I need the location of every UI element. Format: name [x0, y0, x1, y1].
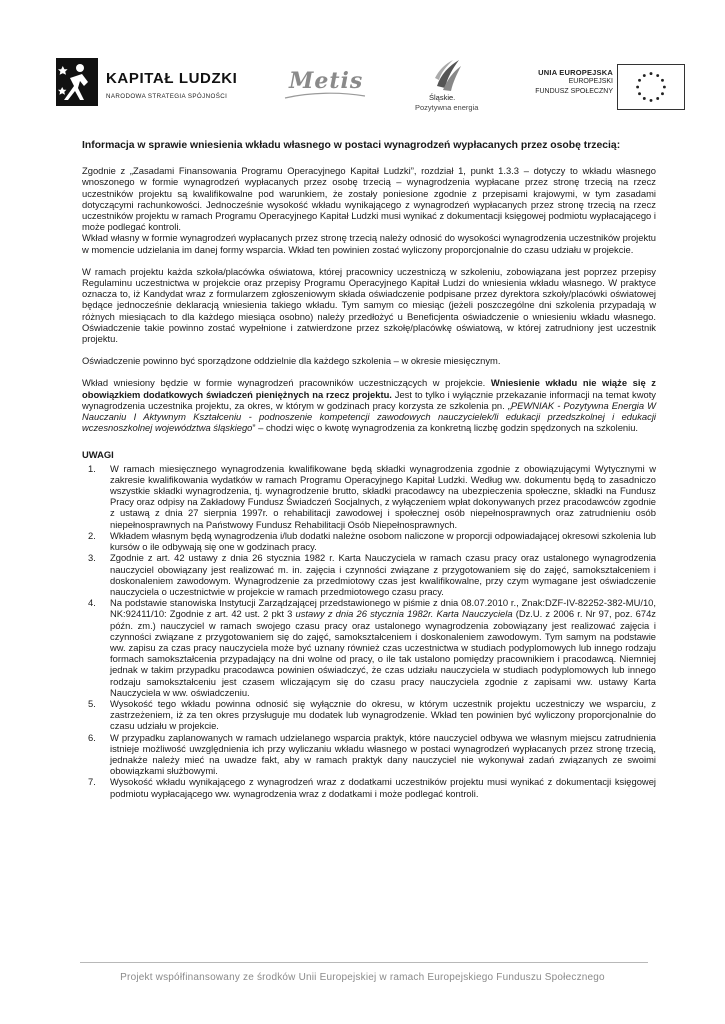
wklad-text-c: Jest to tylko i wyłącznie przekazanie informacji na temat kwoty wynagrodzenia uczestnika projektu, za okres, w którym w godzinach pracy korzysta ze szkolenia pn. „ — [82, 388, 656, 411]
uwagi-item — [82, 552, 656, 597]
uwagi-item-text: Wysokość wkładu wynikającego z wynagrodzeń wraz z dodatkami uczestników projektu musi wynikać z dokumentacji księgowej podmiotu wypłacającego ww. wynagrodzenia wraz z dodatkami i może podlegać kontroli. — [110, 776, 656, 799]
slaskie-tagline: Pozytywna energia — [415, 103, 479, 112]
paragraph-szkola: W ramach projektu każda szkoła/placówka oświatowa, której pracownicy uczestniczą w szkoleniu, zobowiązana jest poprzez przepisy Regulaminu uczestnictwa w projekcie oraz przepisy Programu Operacyjnego Kapitał Ludzi do wniesienia wkładu własnego. W praktyce oznacza to, iż Kandydat wraz z formularzem zgłoszeniowym składa oświadczenie podpisane przez dyrektora szkoły/placówki oświatowej będące jednocześnie deklaracją wniesienia takiego wkładu. Tym samym co miesiąc (jeżeli poszczególne dni szkolenia przypadają w różnych miesiącach to dla każdego miesiąca osobno) należy przedłożyć u Beneficjenta oświadczenie o wniesieniu wkładu własnego. Oświadczenie takie powinno zostać wypełnione i zatwierdzone przez szkołę/placówkę oświatową, w której zatrudniony jest uczestnik projektu. — [82, 265, 656, 345]
kapital-ludzki-title: KAPITAŁ LUDZKI — [106, 70, 238, 87]
uwagi-item-number: 3. — [88, 552, 96, 564]
wklad-emphasis: Wniesienie wkładu nie wiąże się z obowiązkiem dodatkowych świadczeń pieniężnych na rzecz projektu. — [82, 377, 656, 400]
uwagi-item-number: 6. — [88, 731, 96, 743]
uwagi-item — [82, 597, 656, 698]
paragraph-oswiadczenie: Oświadczenie powinno być sporządzone oddzielnie dla każdego szkolenia – w okresie miesięcznym. — [82, 355, 501, 367]
uwagi-item-text: Wkładem własnym będą wynagrodzenia i/lub dodatki należne osobom naliczone w proporcji odpowiadającej okresowi szkolenia lub kursów o ile odbywają się one w godzinach pracy. — [110, 529, 656, 553]
uwagi-item-text-a: Na podstawie stanowiska Instytucji Zarządzającej przedstawionego w piśmie z dnia 08.07.2010 r., Znak:DZF-IV-82252-382-MU/10, NK:92411/10: Zgodnie z art. 42 ust. 2 pkt 3 — [110, 597, 656, 620]
uwagi-item-number: 7. — [88, 776, 96, 788]
document-body — [82, 140, 656, 799]
document-title: Informacja w sprawie wniesienia wkładu własnego w postaci wynagrodzeń wypłacanych przez osobę trzecią: — [82, 140, 621, 151]
kapital-ludzki-mark-icon — [54, 56, 100, 108]
uwagi-item-number: 5. — [88, 697, 96, 709]
uwagi-item-number: 1. — [88, 462, 96, 474]
uwagi-item — [82, 530, 656, 552]
kapital-ludzki-logo — [54, 56, 244, 112]
slaskie-waves-icon — [433, 58, 463, 92]
eu-flag-icon — [617, 64, 685, 110]
paragraph-zasady-part-2: Wkład własny w formie wynagrodzeń wypłacanych przez stronę trzecią należy odnosić do wysokości wynagrodzenia uczestników projektu w momencie udzielania im danej formy wsparcia. Wkład ten powinien zostać wyliczony proporcjonalnie do czasu udziału w projekcie. — [82, 232, 656, 255]
ue-efs-label — [525, 68, 613, 97]
slaskie-name: Śląskie. — [429, 93, 456, 102]
uwagi-item-text-c: (Dz.U. z 2006 r. Nr 97, poz. 674z późn. zm.) nauczyciel w ramach swojego czasu pracy oraz ustalonego wynagrodzenia zobowiązany jest realizować zajęcia i czynności związane z przygotowaniem się do zajęć, samokształceniem i doskonaleniem zawodowym. Tym samym na podstawie ww. zapisu za czas pracy nauczyciela może być uznany również czas uczestnictwa w studiach podyplomowych lub innego rodzaju formach samokształcenia przypadający na dni wolne od pracy, o ile tak ustalono pomiędzy pracownikiem i pracodawcą. Niemniej jednak w takim przypadku pracodawca powinien oświadczyć, że czas udziału nauczyciela w studiach podyplomowych lub innego rodzaju samokształceniu jest czasem wliczającym się do czasu pracy nauczyciela zgodnie z zapisami ww. ustawy Karta Nauczyciela w ww. oświadczeniu. — [110, 608, 656, 698]
header-logo-bar — [0, 52, 725, 124]
uwagi-item-text — [110, 597, 656, 698]
ue-line-1: UNIA EUROPEJSKA — [538, 68, 613, 77]
uwagi-heading: UWAGI — [82, 449, 114, 461]
uwagi-item-number: 2. — [88, 529, 96, 541]
paragraph-wklad — [82, 377, 656, 433]
uwagi-item — [82, 698, 656, 732]
uwagi-item-text: W przypadku zaplanowanych w ramach udzielanego wsparcia praktyk, które nauczyciel odbywa we własnym miejscu zatrudnienia istnieje możliwość uwzględnienia ich przy wyliczaniu wkładu własnego w postaci wynagrodzeń wypłacanych przez stronę trzecią, jednakże należy mieć na uwadze fakt, aby w ramach praktyk dany nauczyciel nie wykonywał zadań związanych ze swoimi obowiązkami służbowymi. — [110, 731, 656, 777]
uwagi-item-law-title: ustawy z dnia 26 stycznia 1982r. Karta Nauczyciela — [295, 608, 513, 620]
ue-line-3: FUNDUSZ SPOŁECZNY — [535, 88, 613, 95]
uwagi-item — [82, 732, 656, 777]
kapital-ludzki-subtitle: NARODOWA STRATEGIA SPÓJNOŚCI — [106, 93, 228, 100]
slaskie-logo — [415, 58, 495, 118]
wklad-text-a: Wkład wniesiony będzie w formie wynagrodzeń pracowników uczestniczących w projekcie. — [82, 377, 491, 389]
paragraph-zasady-part-1: Zgodnie z „Zasadami Finansowania Programu Operacyjnego Kapitał Ludzki”, rozdział 1, punkt 1.3.3 – dotyczy to wkładu własnego wnoszonego w formie wynagrodzeń wypłacanych przez osobę trzecią – wynagrodzenia wypłacane przez stronę trzecią na rzecz uczestników projektu są kwalifikowalne pod warunkiem, że zostały poniesione zgodnie z przepisami krajowymi, w tym zasadami dotyczącymi rachunkowości. Jednocześnie wysokość wkładu wynikającego z wynagrodzeń wypłacanych przez stronę trzecią na rzecz uczestników projektu w ramach Programu Operacyjnego Kapitał Ludzki musi wynikać z dokumentacji księgowej podmiotu wypłacającego i może podlegać kontroli. — [82, 165, 656, 233]
uwagi-item-number: 4. — [88, 597, 96, 609]
uwagi-item — [82, 463, 656, 530]
uwagi-item — [82, 776, 656, 798]
uwagi-item-text: W ramach miesięcznego wynagrodzenia kwalifikowane będą składki wynagrodzenia zgodnie z obowiązującymi Wytycznymi w zakresie kwalifikowania wydatków w ramach Programu Operacyjnego Kapitał Ludzki. Według ww. dokumentu będą to zasadniczo wszystkie składki wynagrodzenia, tj. wynagrodzenie brutto, składki pracodawcy na ubezpieczenia społeczne, składki na Fundusz Pracy oraz odpisy na Zakładowy Fundusz Świadczeń Socjalnych, z wyłączeniem wpłat dokonywanych przez pracodawców zgodnie z ustawą z dnia 27 sierpnia 1997r. o rehabilitacji zawodowej i społecznej osób niepełnosprawnych oraz zatrudnieniu osób niepełnosprawnych na Państwowy Fundusz Rehabilitacji Osób Niepełnosprawnych. — [110, 462, 656, 530]
paragraph-zasady — [82, 165, 656, 255]
wklad-project-name: PEWNIAK - Pozytywna Energia W Nauczaniu I Aktywnym Kształceniu - podnoszenie kompetencji zawodowych nauczycielek/li edukacji przedszkolnej i edukacji wczesnoszkolnej województwa śląskiego — [82, 399, 656, 434]
uwagi-list — [82, 463, 656, 799]
wklad-text-e: ” – chodzi więc o kwotę wynagrodzenia za konkretną liczbę godzin spędzonych na szkoleniu. — [252, 422, 639, 434]
uwagi-item-text: Zgodnie z art. 42 ustawy z dnia 26 stycznia 1982 r. Karta Nauczyciela w ramach czasu pracy oraz ustalonego wynagrodzenia nauczyciel obowiązany jest realizować m. in. zajęcia i czynności związane z przygotowaniem się do zajęć, samokształceniem i doskonaleniem zawodowym. Wynagrodzenie za przedmiotowy czas jest kwalifikowalne, przy czym wymagane jest oświadczenie nauczyciela o uczestnictwie w projekcie w ramach przedmiotowego czasu pracy. — [110, 552, 656, 597]
metis-name: Metis — [289, 68, 364, 94]
uwagi-item-text: Wysokość tego wkładu powinna odnosić się wyłącznie do okresu, w którym uczestnik projektu uczestniczy we wsparciu, z zastrzeżeniem, iż za ten okres przysługuje mu dodatek lub wynagrodzenie. Wkład ten powinien być wyliczony proporcjonalnie do czasu udziału w projekcie. — [110, 697, 656, 732]
metis-logo — [281, 66, 367, 102]
footer-text: Projekt współfinansowany ze środków Unii Europejskiej w ramach Europejskiego Funduszu Społecznego — [120, 972, 605, 983]
ue-line-2: EUROPEJSKI — [568, 78, 613, 85]
footer-divider — [80, 962, 648, 963]
